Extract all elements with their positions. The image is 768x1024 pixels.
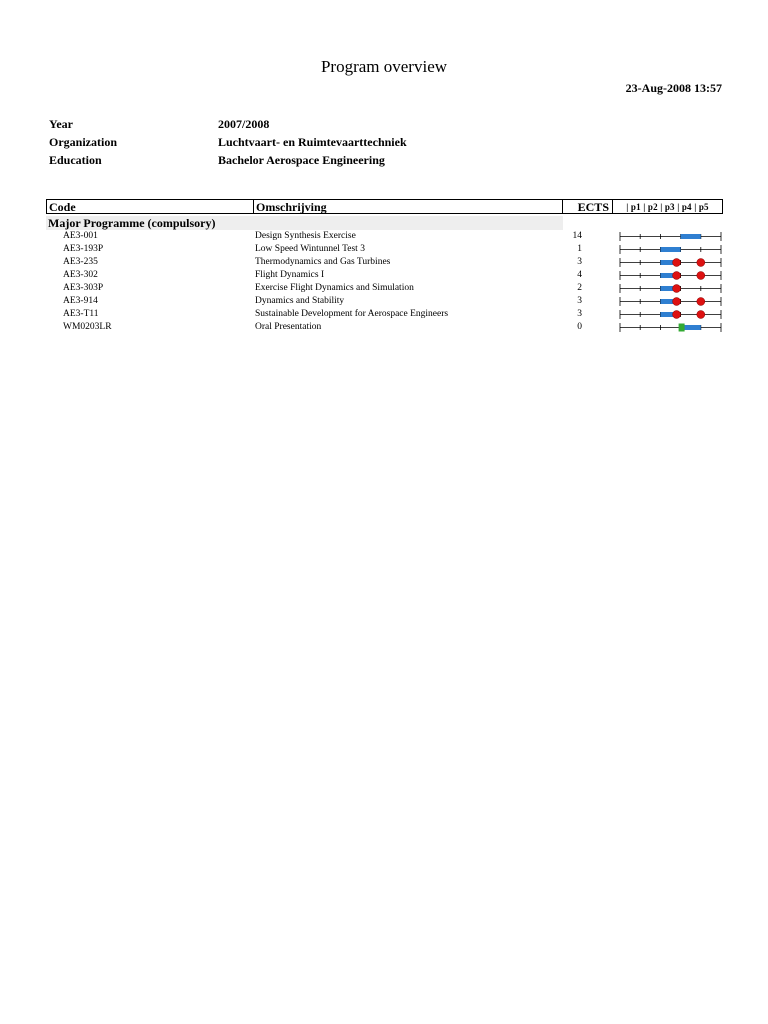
course-description: Flight Dynamics I — [255, 270, 325, 280]
period-timeline — [617, 269, 725, 282]
period-timeline — [617, 308, 725, 321]
course-description: Dynamics and Stability — [255, 296, 345, 306]
course-code: AE3-303P — [63, 283, 104, 293]
meta-key: Education — [49, 153, 102, 167]
course-ects: 3 — [577, 257, 582, 267]
period-timeline — [617, 321, 725, 334]
meta-value: Luchtvaart- en Ruimtevaarttechniek — [218, 135, 407, 149]
meta-value: Bachelor Aerospace Engineering — [218, 153, 385, 167]
period-timeline — [617, 295, 725, 308]
course-code: AE3-302 — [63, 270, 98, 280]
table-row — [0, 295, 768, 308]
assessment-marker — [679, 324, 685, 332]
course-ects: 3 — [577, 309, 582, 319]
course-description: Design Synthesis Exercise — [255, 231, 356, 241]
meta-value: 2007/2008 — [218, 117, 270, 131]
header-periods: | p1 | p2 | p3 | p4 | p5 — [612, 199, 723, 214]
timestamp: 23-Aug-2008 13:57 — [625, 81, 722, 95]
table-row — [0, 269, 768, 282]
exam-marker — [673, 285, 681, 293]
course-ects: 1 — [577, 244, 582, 254]
course-code: AE3-T11 — [63, 309, 99, 319]
table-row — [0, 243, 768, 256]
header-ects: ECTS — [562, 199, 613, 214]
exam-marker — [673, 259, 681, 267]
course-code: AE3-235 — [63, 257, 98, 267]
exam-marker — [697, 272, 705, 280]
course-ects: 14 — [572, 231, 582, 241]
course-description: Sustainable Development for Aerospace Engineers — [255, 309, 449, 319]
exam-marker — [673, 311, 681, 319]
course-ects: 3 — [577, 296, 582, 306]
course-code: AE3-914 — [63, 296, 98, 306]
lecture-period-bar — [681, 234, 701, 239]
course-description: Low Speed Wintunnel Test 3 — [255, 244, 365, 254]
table-row — [0, 321, 768, 334]
course-ects: 4 — [577, 270, 582, 280]
exam-marker — [697, 259, 705, 267]
course-code: WM0203LR — [63, 322, 112, 332]
table-row — [0, 256, 768, 269]
course-ects: 2 — [577, 283, 582, 293]
course-description: Oral Presentation — [255, 322, 322, 332]
page-title: Program overview — [320, 57, 448, 76]
table-row — [0, 282, 768, 295]
course-ects: 0 — [577, 322, 582, 332]
section-heading: Major Programme (compulsory) — [46, 216, 563, 230]
exam-marker — [697, 311, 705, 319]
table-row — [0, 308, 768, 321]
exam-marker — [673, 298, 681, 306]
header-description: Omschrijving — [253, 199, 563, 214]
table-row — [0, 230, 768, 243]
exam-marker — [697, 298, 705, 306]
course-code: AE3-001 — [63, 231, 98, 241]
period-timeline — [617, 230, 725, 243]
course-code: AE3-193P — [63, 244, 104, 254]
course-description: Exercise Flight Dynamics and Simulation — [255, 283, 414, 293]
period-timeline — [617, 282, 725, 295]
period-timeline — [617, 243, 725, 256]
course-description: Thermodynamics and Gas Turbines — [255, 257, 391, 267]
exam-marker — [673, 272, 681, 280]
header-code: Code — [46, 199, 254, 214]
meta-key: Year — [49, 117, 73, 131]
meta-key: Organization — [49, 135, 117, 149]
period-timeline — [617, 256, 725, 269]
lecture-period-bar — [660, 247, 680, 252]
